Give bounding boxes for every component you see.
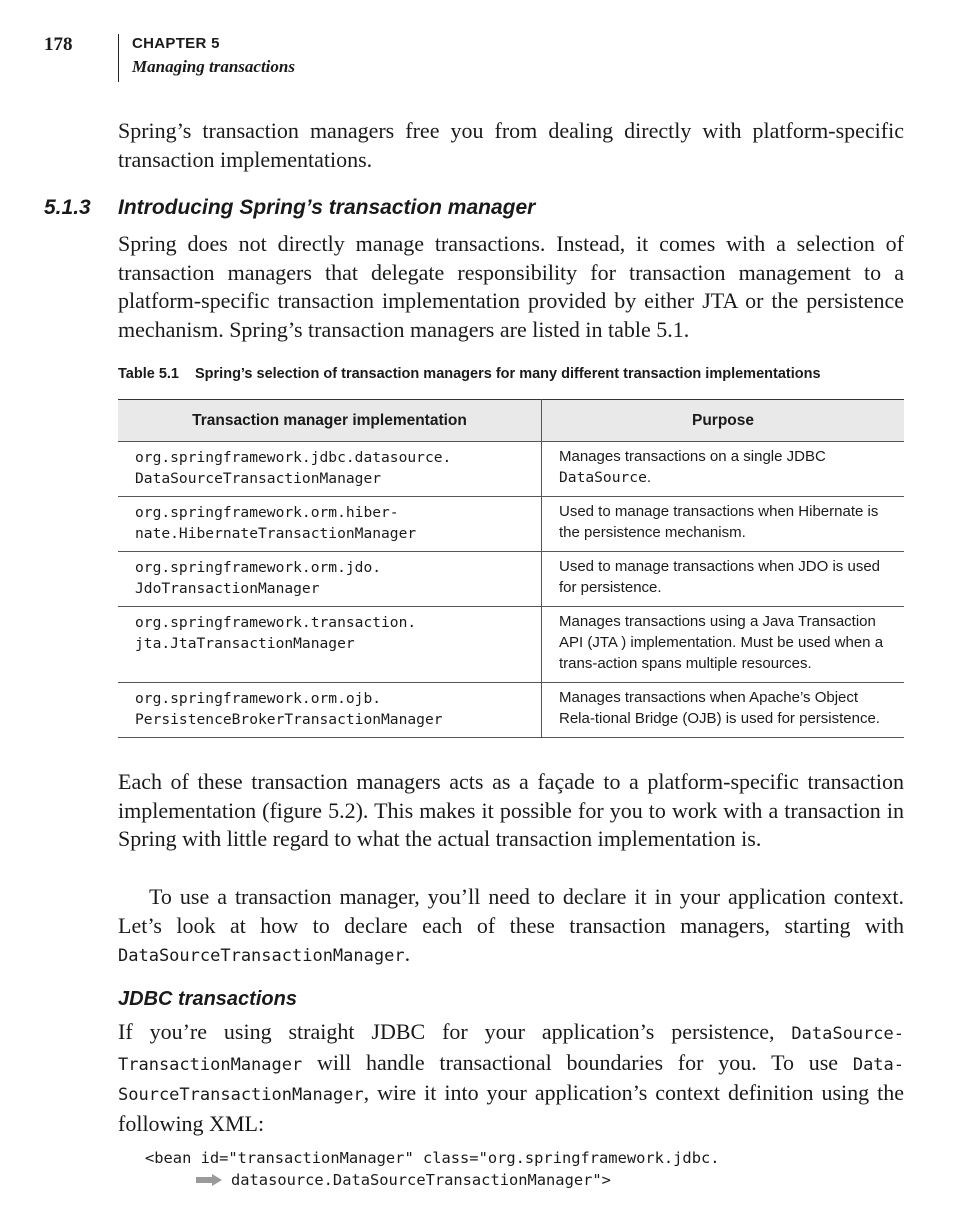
class-name-cell	[118, 552, 542, 607]
class-name-cell	[118, 497, 542, 552]
chapter-label: CHAPTER 5	[132, 35, 220, 52]
class-name-cell	[118, 683, 542, 738]
jdbc-text-1: If you’re using straight JDBC for your application’s persistence,	[118, 1019, 775, 1044]
purpose-cell: Manages transactions when Apache’s Object Rela-tional Bridge (OJB) is used for persistence.	[542, 683, 905, 738]
class-name-line: org.springframework.orm.hiber-	[135, 504, 399, 521]
purpose-cell: Used to manage transactions when JDO is used for persistence.	[542, 552, 905, 607]
transaction-managers-table	[118, 399, 904, 738]
intro-paragraph: Spring’s transaction managers free you from dealing directly with platform-specific transaction implementations.	[118, 118, 904, 172]
purpose-cell	[542, 442, 905, 497]
class-name-line: org.springframework.jdbc.datasource.	[135, 449, 452, 466]
class-name-cell	[118, 607, 542, 683]
declare-tail: .	[404, 941, 411, 967]
jdbc-text-3: , wire it into your application’s context definition using the following XML:	[118, 1080, 904, 1137]
jdbc-code-2: Data-SourceTransactionManager	[118, 1054, 905, 1106]
purpose-cell: Used to manage transactions when Hibernate is the persistence mechanism.	[542, 497, 905, 552]
jdbc-paragraph	[118, 1018, 904, 1139]
class-name-line: org.springframework.orm.jdo.	[135, 559, 382, 576]
table-row	[118, 683, 904, 738]
code-line-1: <bean id="transactionManager" class="org.springframework.jdbc.	[145, 1149, 720, 1167]
section-number: 5.1.3	[44, 196, 91, 219]
jdbc-code-1: DataSource-TransactionManager	[118, 1024, 904, 1075]
class-name-line: DataSourceTransactionManager	[135, 470, 382, 487]
table-row	[118, 607, 904, 683]
class-name-line: org.springframework.transaction.	[135, 614, 417, 631]
class-name-line: PersistenceBrokerTransactionManager	[135, 711, 443, 728]
table-caption-text: Spring’s selection of transaction managers for many different transaction implementations	[195, 366, 821, 382]
purpose-text: Manages transactions on a single JDBC	[559, 448, 826, 465]
section-title: Introducing Spring’s transaction manager	[118, 196, 536, 219]
continuation-arrow-icon	[196, 1174, 222, 1186]
chapter-title: Managing transactions	[132, 57, 295, 76]
declare-code: DataSourceTransactionManager	[118, 946, 405, 967]
table-caption-number: Table 5.1	[118, 366, 179, 382]
table-header-row	[118, 400, 904, 442]
purpose-code: DataSource	[559, 469, 647, 486]
purpose-cell: Manages transactions using a Java Transaction API (JTA ) implementation. Must be used when a trans-action spans multiple resources.	[542, 607, 905, 683]
column-header-purpose: Purpose	[542, 400, 905, 442]
running-header	[118, 34, 295, 82]
class-name-line: org.springframework.orm.ojb.	[135, 690, 382, 707]
class-name-cell	[118, 442, 542, 497]
jdbc-text-2: will handle transactional boundaries for you. To use	[317, 1049, 839, 1075]
purpose-tail: .	[646, 469, 652, 486]
code-line-2-wrapper	[145, 1169, 720, 1191]
table-row	[118, 442, 904, 497]
page-number: 178	[44, 34, 73, 55]
declare-text: To use a transaction manager, you’ll need to declare it in your application context. Let’s look at how to declare each of these transaction managers, starting with	[118, 884, 904, 938]
class-name-line: jta.JtaTransactionManager	[135, 635, 355, 652]
xml-code-block	[145, 1147, 720, 1191]
jdbc-transactions-heading: JDBC transactions	[118, 988, 297, 1010]
table-row	[118, 497, 904, 552]
declare-paragraph	[118, 883, 904, 971]
code-line-2: datasource.DataSourceTransactionManager">	[231, 1171, 611, 1189]
class-name-line: nate.HibernateTransactionManager	[135, 525, 417, 542]
facade-paragraph: Each of these transaction managers acts as a façade to a platform-specific transaction implementation (figure 5.2). This makes it possible for you to work with a transaction in Spring with little regard to what the actual transaction implementation is.	[118, 769, 904, 852]
class-name-line: JdoTransactionManager	[135, 580, 320, 597]
section-paragraph: Spring does not directly manage transactions. Instead, it comes with a selection of transaction managers that delegate responsibility for transaction management to a platform-specific transaction implementation provided by either JTA or the persistence mechanism. Spring’s transaction managers are listed in table 5.1.	[118, 231, 904, 343]
table-row	[118, 552, 904, 607]
column-header-implementation: Transaction manager implementation	[118, 400, 542, 442]
table-caption	[118, 366, 821, 382]
